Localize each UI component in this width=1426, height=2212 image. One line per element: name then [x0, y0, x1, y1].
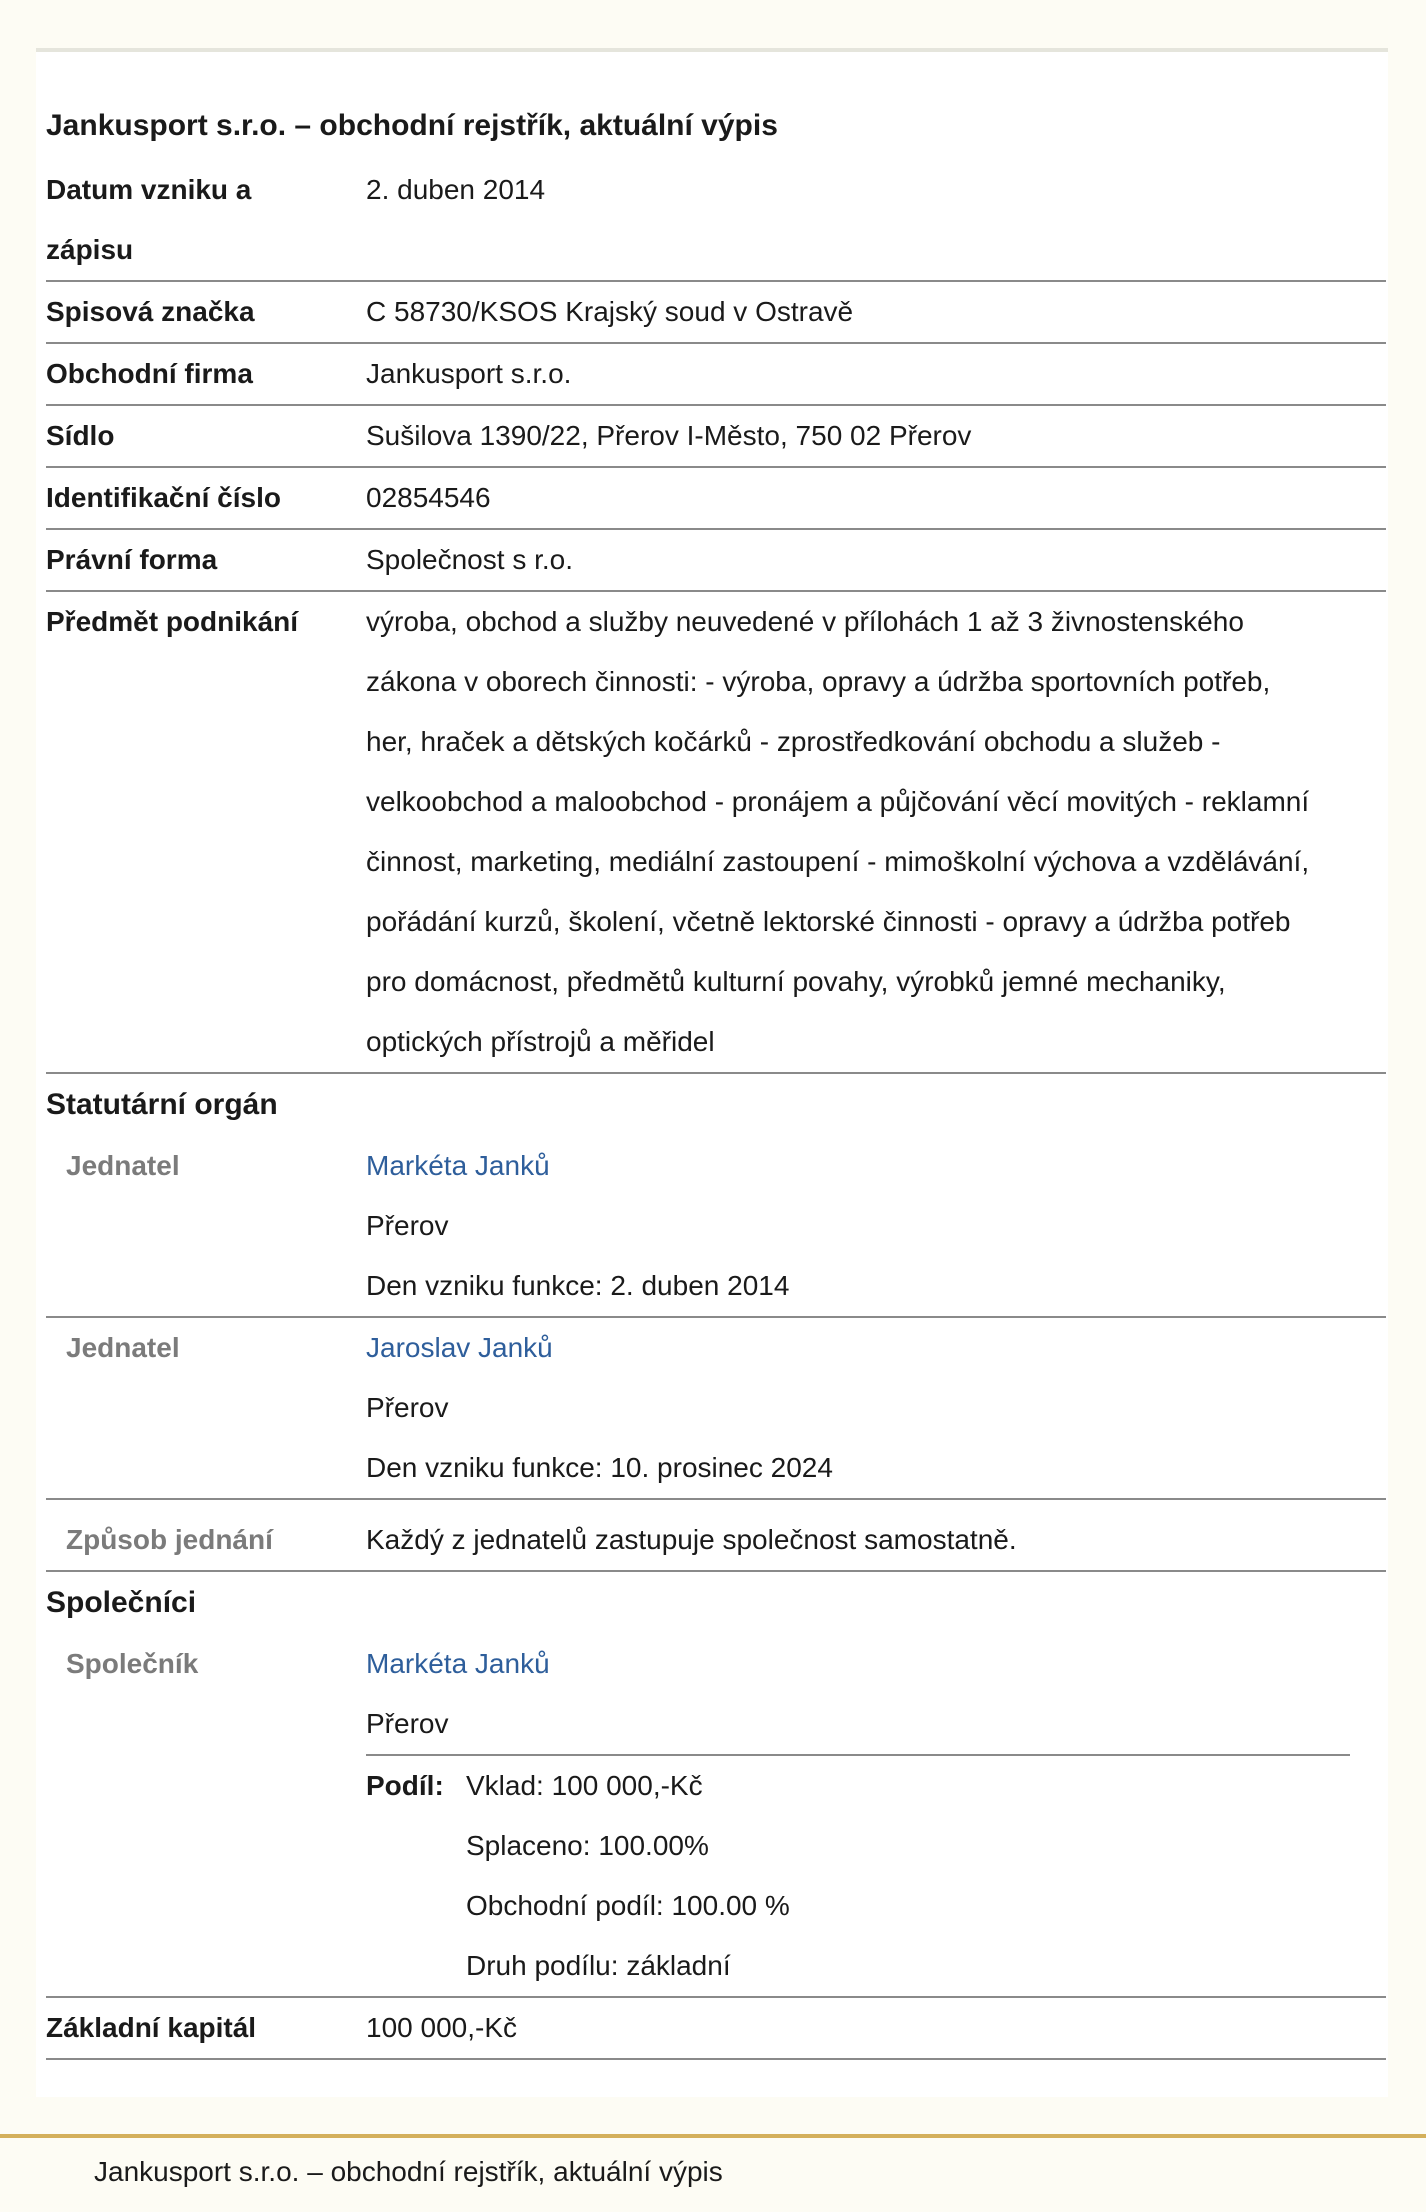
row-datum-vzniku: [46, 160, 1386, 282]
person-city: Přerov: [366, 1392, 449, 1423]
row-identifikacni-cislo: [46, 468, 1386, 530]
person-link[interactable]: Markéta Janků: [366, 1648, 550, 1679]
row-predmet-podnikani: [46, 592, 1386, 1074]
row-value: [366, 1136, 1386, 1316]
row-label: Datum vzniku a zápisu: [46, 174, 252, 265]
register-card: [36, 48, 1388, 2097]
function-since: Den vzniku funkce: 10. prosinec 2024: [366, 1452, 833, 1483]
row-value: [366, 1634, 1386, 1996]
row-value: 02854546: [366, 482, 491, 513]
person-city: Přerov: [366, 1708, 449, 1739]
row-spisova-znacka: [46, 282, 1386, 344]
row-value: Společnost s r.o.: [366, 544, 574, 575]
row-value: Každý z jednatelů zastupuje společnost samostatně.: [366, 1524, 1017, 1555]
row-label: Právní forma: [46, 544, 218, 575]
row-label: Jednatel: [66, 1332, 180, 1363]
section-heading-spolecnici: Společníci: [46, 1586, 197, 1619]
row-label: Společník: [66, 1648, 199, 1679]
share-line: Vklad: 100 000,-Kč: [466, 1770, 703, 1801]
page-title: Jankusport s.r.o. – obchodní rejstřík, aktuální výpis: [46, 109, 778, 142]
row-label: Základní kapitál: [46, 2012, 257, 2043]
row-label: Způsob jednání: [66, 1524, 273, 1555]
row-zakladni-kapital: [46, 1998, 1386, 2060]
function-since: Den vzniku funkce: 2. duben 2014: [366, 1270, 790, 1301]
row-spolecnik: [46, 1634, 1386, 1998]
page-footer: [0, 2134, 1426, 2212]
share-values: [466, 1756, 1350, 1996]
person-link[interactable]: Markéta Janků: [366, 1150, 550, 1181]
row-label: Obchodní firma: [46, 358, 253, 389]
row-label: Spisová značka: [46, 296, 255, 327]
row-label: Sídlo: [46, 420, 115, 451]
row-value: C 58730/KSOS Krajský soud v Ostravě: [366, 296, 854, 327]
row-pravni-forma: [46, 530, 1386, 592]
row-value: Sušilova 1390/22, Přerov I-Město, 750 02 Přerov: [366, 420, 972, 451]
share-line: Druh podílu: základní: [466, 1950, 731, 1981]
row-sidlo: [46, 406, 1386, 468]
section-heading-statutarni: Statutární orgán: [46, 1088, 278, 1121]
share-block: [366, 1754, 1350, 1996]
row-label: Předmět podnikání: [46, 606, 299, 637]
row-value: 100 000,-Kč: [366, 2012, 517, 2043]
row-value: 2. duben 2014: [366, 174, 546, 205]
footer-text: Jankusport s.r.o. – obchodní rejstřík, aktuální výpis: [94, 2156, 723, 2187]
share-label: Podíl:: [366, 1770, 444, 1801]
row-jednatel: [46, 1318, 1386, 1500]
person-city: Přerov: [366, 1210, 449, 1241]
share-line: Obchodní podíl: 100.00 %: [466, 1890, 790, 1921]
row-obchodni-firma: [46, 344, 1386, 406]
row-label: Jednatel: [66, 1150, 180, 1181]
person-link[interactable]: Jaroslav Janků: [366, 1332, 553, 1363]
row-value: Jankusport s.r.o.: [366, 358, 572, 389]
row-value: [366, 1318, 1386, 1498]
register-content: [46, 100, 1386, 2060]
row-value: výroba, obchod a služby neuvedené v přílohách 1 až 3 živnostenského zákona v oborech činnosti: - výroba, opravy a údržba sportovních potřeb, her, hraček a dětských kočárků - zprostředkování obchodu a služeb - velkoobchod a maloobchod - pronájem a půjčování věcí movitých - reklamní činnost, marketing, mediální zastoupení - mimoškolní výchova a vzdělávání, pořádání kurzů, školení, včetně lektorské činnosti - opravy a údržba potřeb pro domácnost, předmětů kulturní povahy, výrobků jemné mechaniky, optických přístrojů a měřidel: [366, 606, 1310, 1057]
share-line: Splaceno: 100.00%: [466, 1830, 709, 1861]
row-label: Identifikační číslo: [46, 482, 281, 513]
row-zpusob-jednani: [46, 1500, 1386, 1572]
row-jednatel: [46, 1136, 1386, 1318]
